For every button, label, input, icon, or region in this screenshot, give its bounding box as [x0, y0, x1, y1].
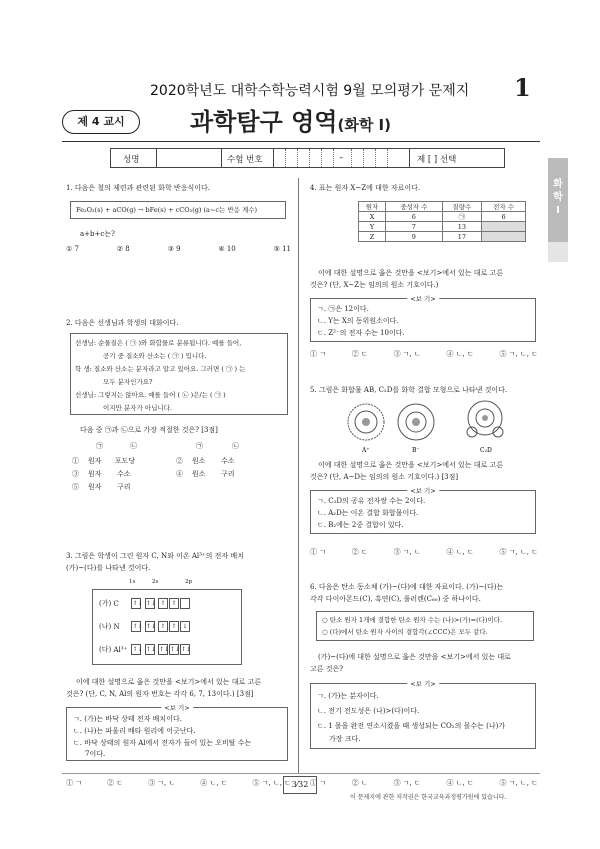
- bogi-item: ㄱ. ㉠은 12이다.: [317, 305, 369, 313]
- q5-stem: 5. 그림은 화합물 AB, C₂D를 화학 결합 모형으로 나타낸 것이다.: [310, 386, 508, 394]
- table-row: Z 9 17: [359, 232, 526, 242]
- q4-choice-3[interactable]: ③ ㄱ, ㄴ: [393, 350, 421, 358]
- orbital-1s: 1s: [129, 579, 136, 585]
- bogi-item: ㄱ. (가)는 분자이다.: [317, 692, 379, 700]
- q4-table: [358, 201, 526, 242]
- period-badge: 제 4 교시: [62, 110, 140, 134]
- subject-title: [190, 102, 391, 137]
- q5-choice-1[interactable]: ① ㄱ: [310, 548, 326, 556]
- q2-question: 다음 중 ㉠과 ㉡으로 가장 적절한 것은? [3점]: [80, 426, 218, 434]
- bogi-item: ㄴ. A₂D는 이온 결합 화합물이다.: [317, 509, 419, 517]
- molecule-c2d-model: [467, 401, 503, 437]
- exam-no-label: 수험 번호: [227, 155, 263, 165]
- bogi-item: ㄴ. (나)는 파울리 배타 원리에 어긋난다.: [73, 727, 196, 735]
- q6-question-2: 고른 것은?: [310, 665, 344, 673]
- q3-bogi-box: [66, 704, 288, 761]
- label-c2d: C₂D: [480, 447, 492, 454]
- table-header: 원자 중성자 수 질량수 전자 수: [359, 202, 526, 212]
- q3-question-1: 이에 대한 설명으로 옳은 것만을 <보기>에서 있는 대로 고른: [76, 678, 262, 686]
- info-bar: [110, 148, 505, 168]
- bogi-item: 가장 크다.: [329, 735, 361, 743]
- copyright-notice: 이 문제지에 관한 저작권은 한국교육과정평가원에 있습니다.: [350, 794, 507, 801]
- q6-question-1: (가)~(다)에 대한 설명으로 옳은 것만을 <보기>에서 있는 대로: [318, 653, 511, 661]
- q6-fact: ○ (다)에서 탄소 원자 사이의 결합각(∠CCC)은 모두 같다.: [322, 628, 488, 636]
- q2-line: 선생님: 순물질은 ( ㉠ )와 화합물로 분류됩니다. 예를 들어,: [75, 339, 242, 347]
- table-row: X 6 ㉠ 6: [359, 212, 526, 222]
- q2-opt-4[interactable]: ④ 원소 구리: [176, 470, 235, 478]
- q2-col-head-1: ㉠: [96, 442, 103, 450]
- q3-choice-3[interactable]: ③ ㄱ, ㄴ: [148, 779, 176, 787]
- footer-page-number: 3⁄32: [283, 776, 317, 794]
- q4-choice-2[interactable]: ② ㄷ: [351, 350, 368, 358]
- q4-question-2: 것은? (단, X~Z는 임의의 원소 기호이다.): [310, 281, 439, 289]
- bogi-item: ㄴ. 전기 전도성은 (나)>(다)이다.: [317, 707, 420, 715]
- q1-choice-1[interactable]: ① 7: [66, 245, 79, 253]
- bogi-item: ㄱ. C₂D의 공유 전자쌍 수는 2이다.: [317, 497, 426, 505]
- q4-choice-5[interactable]: ⑤ ㄱ, ㄴ, ㄷ: [499, 350, 538, 358]
- q1-choices: [66, 245, 291, 253]
- page-number: 1: [514, 73, 531, 102]
- q2-line: 이지만 분자가 아닙니다.: [103, 404, 172, 412]
- q6-choice-1[interactable]: ① ㄱ: [310, 779, 326, 787]
- ion-b-model: [398, 404, 434, 440]
- footer-rule: [62, 773, 540, 774]
- exam-title: 2020학년도 대학수학능력시험 9월 모의평가 문제지: [150, 83, 470, 99]
- q3-config-box: [92, 589, 242, 665]
- orbital-2s: 2s: [152, 579, 159, 585]
- q6-choice-2[interactable]: ② ㄴ: [351, 779, 368, 787]
- bogi-item: ㄴ. Y는 X의 동위원소이다.: [317, 317, 399, 325]
- q3-choice-5[interactable]: ⑤ ㄱ, ㄴ, ㄷ: [252, 779, 291, 787]
- q2-col-head-4: ㉡: [232, 442, 239, 450]
- name-label: 성명: [123, 155, 140, 165]
- q2-opt-2[interactable]: ② 원소 수소: [176, 457, 235, 465]
- q2-stem: 2. 다음은 선생님과 학생의 대화이다.: [66, 319, 179, 327]
- tab-shadow: [548, 242, 568, 262]
- label-b: B⁻: [412, 447, 420, 454]
- q1-choice-3[interactable]: ③ 9: [167, 245, 181, 253]
- q5-choice-5[interactable]: ⑤ ㄱ, ㄴ, ㄷ: [499, 548, 538, 556]
- q5-choice-2[interactable]: ② ㄷ: [351, 548, 368, 556]
- config-na: (나) N ↑↓ ↑↓ ↑ ↑ ↓: [99, 621, 191, 633]
- ion-a-model: [348, 404, 384, 440]
- q2-col-head-3: ㉠: [196, 442, 203, 450]
- tab-char-2: 학: [553, 192, 563, 203]
- orbital-2p: 2p: [185, 579, 193, 585]
- select-label: 제 [ ] 선택: [417, 155, 457, 165]
- config-da: (다) Al³⁺ ↑↓ ↑↓ ↑↓↑↓↑↓: [99, 645, 191, 654]
- q4-choice-4[interactable]: ④ ㄴ, ㄷ: [446, 350, 474, 358]
- exam-no-dash: –: [339, 153, 344, 163]
- q4-question-1: 이에 대한 설명으로 옳은 것만을 <보기>에서 있는 대로 고른: [318, 269, 504, 277]
- bogi-label: <보 기>: [161, 703, 193, 712]
- q2-col-head-2: ㉡: [130, 442, 137, 450]
- q5-choice-3[interactable]: ③ ㄱ, ㄴ: [393, 548, 421, 556]
- bogi-label: <보 기>: [407, 679, 439, 688]
- bogi-label: <보 기>: [407, 486, 439, 495]
- q5-choices: [310, 547, 538, 557]
- q6-choice-3[interactable]: ③ ㄱ, ㄷ: [393, 779, 421, 787]
- q1-choice-2[interactable]: ② 8: [116, 245, 130, 253]
- q6-choice-4[interactable]: ④ ㄴ, ㄷ: [446, 779, 474, 787]
- subject-tab: [548, 158, 568, 242]
- q4-choice-1[interactable]: ① ㄱ: [310, 350, 326, 358]
- subject-sub: (화학 Ⅰ): [337, 116, 391, 134]
- header-rule: [62, 141, 540, 142]
- column-divider: [298, 178, 299, 773]
- bogi-item: ㄷ. 1 몰을 완전 연소시켰을 때 생성되는 CO₂의 몰수는 (나)가: [317, 722, 506, 730]
- bogi-item: ㄷ. B₂에는 2중 결합이 있다.: [317, 521, 404, 529]
- q2-opt-3[interactable]: ③ 원자 수소: [72, 470, 131, 478]
- q3-stem-1: 3. 그림은 학생이 그린 원자 C, N와 이온 Al³⁺의 전자 배치: [66, 552, 244, 560]
- q2-opt-5[interactable]: ⑤ 원자 구리: [72, 483, 131, 491]
- tab-char-1: 화: [553, 179, 563, 190]
- q1-choice-4[interactable]: ④ 10: [218, 245, 236, 253]
- q1-equation: Fe₂O₃(s) + aCO(g) → bFe(s) + cCO₂(g) (a~c는 반응 계수): [76, 206, 258, 214]
- q3-choice-4[interactable]: ④ ㄴ, ㄷ: [200, 779, 228, 787]
- q2-opt-1[interactable]: ① 원자 포도당: [72, 457, 136, 465]
- q3-choice-1[interactable]: ① ㄱ: [66, 779, 82, 787]
- q3-question-2: 것은? (단, C, N, Al의 원자 번호는 각각 6, 7, 13이다.) [3점]: [66, 690, 254, 698]
- table-row: Y 7 13: [359, 222, 526, 232]
- q4-stem: 4. 표는 원자 X~Z에 대한 자료이다.: [310, 184, 421, 192]
- bogi-item: ㄷ. 바닥 상태의 원자 Al에서 전자가 들어 있는 오비탈 수는: [73, 739, 252, 747]
- q2-line: 공기 중 질소와 산소는 ( ㉠ ) 입니다.: [103, 352, 207, 360]
- q1-question: a+b+c는?: [80, 230, 115, 238]
- q1-stem: 1. 다음은 철의 제련과 관련된 화학 반응식이다.: [66, 184, 210, 192]
- q5-question-2: 것은? (단, A~D는 임의의 원소 기호이다.) [3점]: [310, 473, 459, 481]
- q3-choices: [66, 778, 291, 788]
- q6-stem-1: 6. 다음은 탄소 동소체 (가)~(다)에 대한 자료이다. (가)~(다)는: [310, 583, 504, 591]
- q4-bogi-box: [310, 295, 536, 342]
- config-ga: (가) C ↑↓ ↑↓ ↑ ↑: [99, 598, 191, 610]
- q5-choice-4[interactable]: ④ ㄴ, ㄷ: [446, 548, 474, 556]
- bogi-item: ㄷ. Z²⁻의 전자 수는 10이다.: [317, 329, 405, 337]
- q2-line: 모두 분자인가요?: [103, 378, 153, 386]
- tab-char-3: Ⅰ: [556, 205, 560, 216]
- q3-choice-2[interactable]: ② ㄷ: [107, 779, 124, 787]
- q5-bond-models: [340, 398, 530, 456]
- q6-stem-2: 각각 다이아몬드(C), 흑연(C), 풀러렌(C₆₀) 중 하나이다.: [310, 595, 481, 603]
- q5-bogi-box: [310, 487, 536, 534]
- q1-choice-5[interactable]: ⑤ 11: [273, 245, 291, 253]
- bogi-label: <보 기>: [407, 294, 439, 303]
- q5-question-1: 이에 대한 설명으로 옳은 것만을 <보기>에서 있는 대로 고른: [318, 461, 504, 469]
- q6-facts-box: [316, 611, 534, 641]
- subject-main: 과학탐구 영역: [190, 108, 338, 136]
- q3-stem-2: (가)~(다)를 나타낸 것이다.: [66, 564, 151, 572]
- q2-line: 학 생: 질소와 산소는 분자라고 알고 있어요. 그러면 ( ㉠ ) 는: [75, 365, 246, 373]
- q6-fact: ○ 탄소 원자 1개에 결합한 탄소 원자 수는 (나)>(가)=(다)이다.: [322, 616, 503, 624]
- bogi-item: 7이다.: [85, 750, 106, 758]
- q4-choices: [310, 349, 538, 359]
- q2-line: 선생님: 그렇지는 않아요. 예를 들어 ( ㉡ )은/는 ( ㉠ ): [75, 391, 226, 399]
- q6-choices: [310, 778, 538, 788]
- q2-dialogue-box: [70, 333, 288, 415]
- q1-equation-box: [70, 201, 286, 219]
- q6-choice-5[interactable]: ⑤ ㄱ, ㄴ, ㄷ: [499, 779, 538, 787]
- q6-bogi-box: [310, 680, 536, 749]
- bogi-item: ㄱ. (가)는 바닥 상태 전자 배치이다.: [73, 715, 182, 723]
- label-a: A⁺: [362, 447, 370, 454]
